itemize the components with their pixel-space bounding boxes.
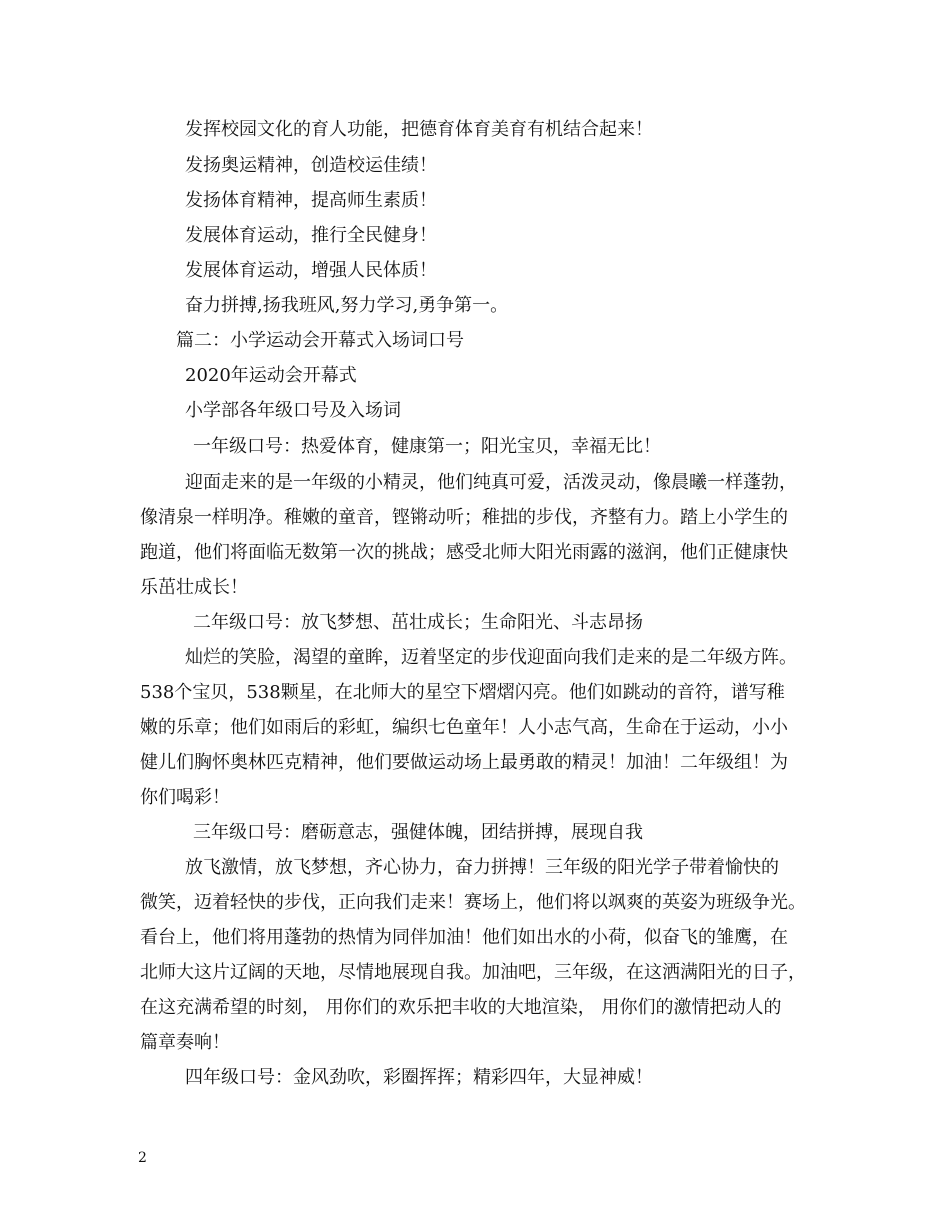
grade-slogan: 三年级口号：磨砺意志，强健体魄，团结拼搏，展现自我 <box>193 822 643 843</box>
slogan-line: 发挥校园文化的育人功能，把德育体育美育有机结合起来！ <box>185 119 653 140</box>
page-number: 2 <box>138 1150 147 1166</box>
paragraph-line: 放飞激情，放飞梦想，齐心协力，奋力拼搏！三年级的阳光学子带着愉快的 <box>185 857 779 878</box>
subheading: 2020年运动会开幕式 <box>185 365 357 386</box>
slogan-line: 发扬奥运精神，创造校运佳绩！ <box>185 155 437 176</box>
paragraph-line: 乐茁壮成长！ <box>140 577 248 598</box>
slogan-line: 发展体育运动，增强人民体质！ <box>185 260 437 281</box>
slogan-line: 发展体育运动，推行全民健身！ <box>185 225 437 246</box>
paragraph-line: 你们喝彩！ <box>140 787 230 808</box>
paragraph-line: 跑道，他们将面临无数第一次的挑战；感受北师大阳光雨露的滋润，他们正健康快 <box>140 542 788 563</box>
paragraph-line: 538个宝贝，538颗星，在北师大的星空下熠熠闪亮。他们如跳动的音符，谱写稚 <box>140 682 785 703</box>
subheading: 小学部各年级口号及入场词 <box>185 400 401 421</box>
paragraph-line: 看台上，他们将用蓬勃的热情为同伴加油！他们如出水的小荷，似奋飞的雏鹰，在 <box>140 927 788 948</box>
paragraph-line: 北师大这片辽阔的天地，尽情地展现自我。加油吧，三年级，在这洒满阳光的日子， <box>140 962 806 983</box>
paragraph-line: 健儿们胸怀奥林匹克精神，他们要做运动场上最勇敢的精灵！加油！二年级组！为 <box>140 752 788 773</box>
paragraph-line: 像清泉一样明净。稚嫩的童音，铿锵动听；稚拙的步伐，齐整有力。踏上小学生的 <box>140 507 788 528</box>
grade-slogan: 一年级口号：热爱体育，健康第一；阳光宝贝，幸福无比！ <box>193 436 661 457</box>
section-heading: 篇二：小学运动会开幕式入场词口号 <box>176 330 464 351</box>
grade-slogan: 二年级口号：放飞梦想、茁壮成长；生命阳光、斗志昂扬 <box>193 612 643 633</box>
paragraph-line: 篇章奏响！ <box>140 1032 230 1053</box>
paragraph-line: 在这充满希望的时刻， 用你们的欢乐把丰收的大地渲染， 用你们的激情把动人的 <box>140 997 782 1018</box>
paragraph-line: 灿烂的笑脸，渴望的童眸，迈着坚定的步伐迎面向我们走来的是二年级方阵。 <box>185 647 797 668</box>
grade-slogan: 四年级口号：金风劲吹，彩圈挥挥；精彩四年，大显神威！ <box>185 1067 653 1088</box>
slogan-line: 发扬体育精神，提高师生素质！ <box>185 190 437 211</box>
paragraph-line: 迎面走来的是一年级的小精灵，他们纯真可爱，活泼灵动，像晨曦一样蓬勃， <box>185 472 797 493</box>
paragraph-line: 微笑，迈着轻快的步伐，正向我们走来！赛场上，他们将以飒爽的英姿为班级争光。 <box>140 892 806 913</box>
slogan-line: 奋力拼搏,扬我班风,努力学习,勇争第一。 <box>185 295 509 316</box>
paragraph-line: 嫩的乐章；他们如雨后的彩虹，编织七色童年！人小志气高，生命在于运动，小小 <box>140 717 788 738</box>
